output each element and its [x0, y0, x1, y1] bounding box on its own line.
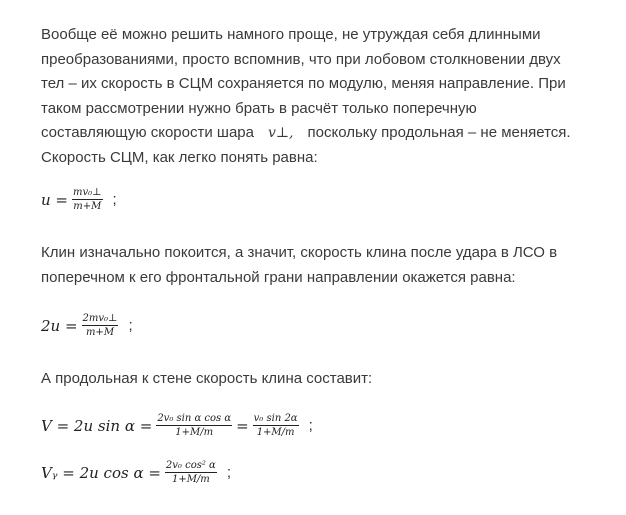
text-line: поперечном к его фронтальной грани направлении окажется равна: [41, 268, 516, 286]
fraction-numerator: 2v₀ cos² α [165, 460, 216, 471]
formula-lhs: Vᵧ = 2u cos α = [41, 463, 161, 482]
text-line: тел – их скорость в СЦМ сохраняется по модулю, меняя направление. При [41, 75, 566, 92]
equals-sign: = [236, 416, 249, 435]
formula-semicolon: ; [308, 417, 313, 434]
text-line: Клин изначально покоится, а значит, скорость клина после удара в ЛСО в [41, 244, 558, 261]
formula-semicolon: ; [112, 191, 117, 208]
fraction-numerator: v₀ sin 2α [253, 413, 298, 424]
formula-semicolon: ; [226, 464, 231, 481]
text-line: А продольная к стене скорость клина составит: [41, 370, 373, 387]
formula-v [41, 413, 313, 438]
fraction-numerator: mv₀⊥ [73, 187, 102, 198]
formula-vy [41, 460, 231, 485]
inline-math-v-perp: v⊥, [267, 125, 294, 141]
fraction-numerator: 2mv₀⊥ [82, 313, 118, 324]
formula-u [41, 187, 117, 212]
fraction-numerator: 2v₀ sin α cos α [157, 413, 232, 424]
fraction [82, 313, 119, 338]
fraction [165, 460, 217, 485]
fraction [72, 187, 103, 212]
paragraph-longitudinal [41, 367, 372, 392]
paragraph-wedge [41, 241, 557, 290]
text-line: Вообще её можно решить намного проще, не утруждая себя длинными [41, 26, 541, 43]
formula-2u [41, 313, 133, 338]
fraction-denominator: 1+M/m [175, 427, 214, 438]
formula-lhs: V = 2u sin α = [41, 416, 153, 435]
fraction [253, 413, 299, 438]
text-line: преобразованиями, просто вспомнив, что при лобовом столкновении двух [41, 50, 561, 68]
formula-lhs: 2u = [41, 316, 78, 335]
fraction-denominator: 1+M/m [171, 474, 210, 485]
text-line: Скорость СЦМ, как легко понять равна: [41, 148, 318, 166]
text-segment: поскольку продольная – не меняется. [307, 124, 571, 141]
formula-lhs: u = [41, 190, 68, 209]
fraction-denominator: 1+M/m [256, 427, 295, 438]
formula-semicolon: ; [128, 317, 133, 334]
fraction-denominator: m+M [85, 327, 115, 338]
fraction [156, 413, 232, 438]
fraction-denominator: m+M [73, 201, 102, 212]
text-line: таком рассмотрении нужно брать в расчёт только поперечную [41, 99, 477, 117]
text-line-with-math [41, 121, 571, 146]
paragraph-intro [41, 23, 571, 170]
text-segment: составляющую скорости шара [41, 124, 254, 141]
